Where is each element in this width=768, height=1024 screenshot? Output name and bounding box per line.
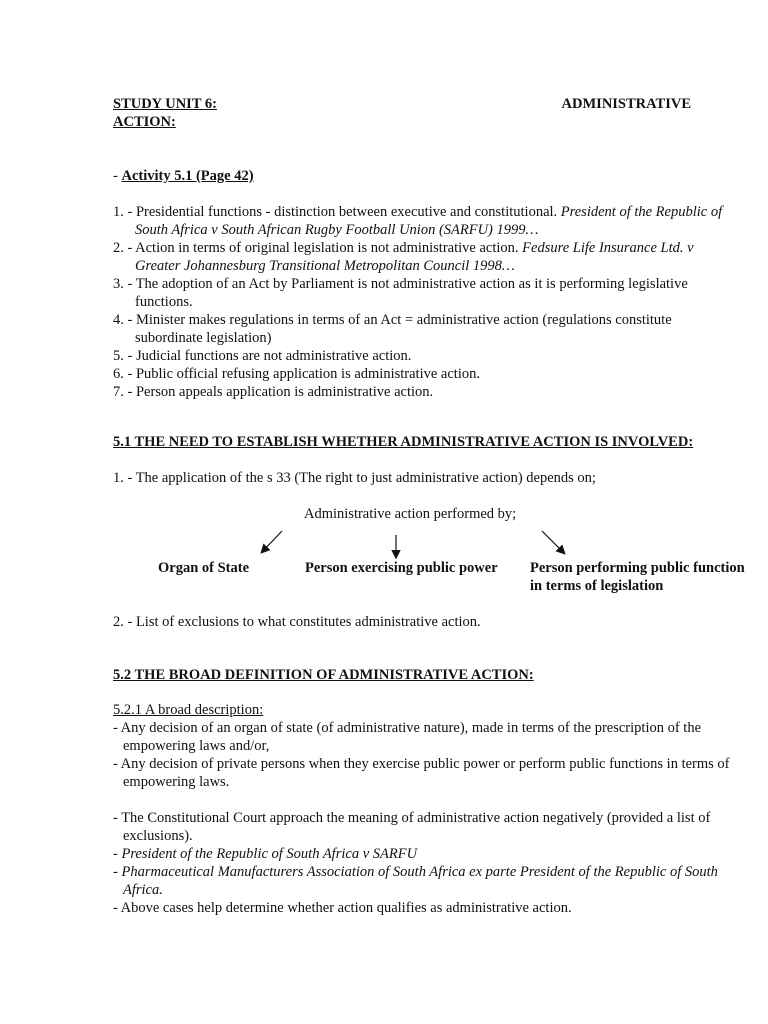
- list-item: 2. - Action in terms of original legislation is not administrative action. Fedsure Life Insurance Ltd. v Greater Johannesburg Transitional Metropolitan Council 1998…: [113, 240, 694, 274]
- list-item: 3. - The adoption of an Act by Parliament is not administrative action as it is performing legislative functions.: [113, 276, 688, 310]
- section-5-1-point-2: 2. - List of exclusions to what constitutes administrative action.: [113, 614, 481, 630]
- arrow-right: [542, 531, 564, 553]
- list-item: 5. - Judicial functions are not administrative action.: [113, 348, 412, 364]
- list-item: 1. - Presidential functions - distinction between executive and constitutional. President of the Republic of South Africa v South African Rugby Football Union (SARFU) 1999…: [113, 204, 723, 238]
- list-item: 6. - Public official refusing application is administrative action.: [113, 366, 480, 382]
- title-line-1: STUDY UNIT 6: ADMINISTRATIVE: [113, 96, 691, 112]
- diagram-caption: Administrative action performed by;: [304, 506, 517, 522]
- list-item: - Any decision of an organ of state (of administrative nature), made in terms of the prescription of the empowering laws and/or,: [113, 720, 702, 754]
- section-5-2-cases: [113, 809, 763, 917]
- section-5-2-heading: 5.2 THE BROAD DEFINITION OF ADMINISTRATIVE ACTION:: [113, 667, 534, 683]
- list-item: - Pharmaceutical Manufacturers Association of South Africa ex parte President of the Republic of South Africa.: [113, 864, 718, 898]
- diagram-node-public-function: Person performing public function in terms of legislation: [530, 560, 745, 594]
- section-5-1-point-1: 1. - The application of the s 33 (The right to just administrative action) depends on;: [113, 470, 596, 486]
- list-item: 4. - Minister makes regulations in terms of an Act = administrative action (regulations constitute subordinate legislation): [113, 312, 672, 346]
- section-5-2-body: [113, 701, 763, 791]
- list-item: - President of the Republic of South Africa v SARFU: [113, 846, 418, 862]
- diagram-node-public-power: Person exercising public power: [305, 560, 498, 576]
- section-5-1-heading: 5.1 THE NEED TO ESTABLISH WHETHER ADMINISTRATIVE ACTION IS INVOLVED:: [113, 434, 694, 450]
- activity-heading: - Activity 5.1 (Page 42): [113, 168, 254, 184]
- list-item: - Above cases help determine whether action qualifies as administrative action.: [113, 900, 572, 916]
- subsection-heading: 5.2.1 A broad description:: [113, 702, 264, 718]
- list-item: - The Constitutional Court approach the meaning of administrative action negatively (provided a list of exclusions).: [113, 810, 711, 844]
- title-line-2: ACTION:: [113, 114, 176, 130]
- list-item: - Any decision of private persons when they exercise public power or perform public functions in terms of empowering laws.: [113, 756, 730, 790]
- arrow-left: [262, 531, 282, 552]
- list-item: 7. - Person appeals application is administrative action.: [113, 384, 434, 400]
- diagram-node-organ-of-state: Organ of State: [158, 560, 250, 576]
